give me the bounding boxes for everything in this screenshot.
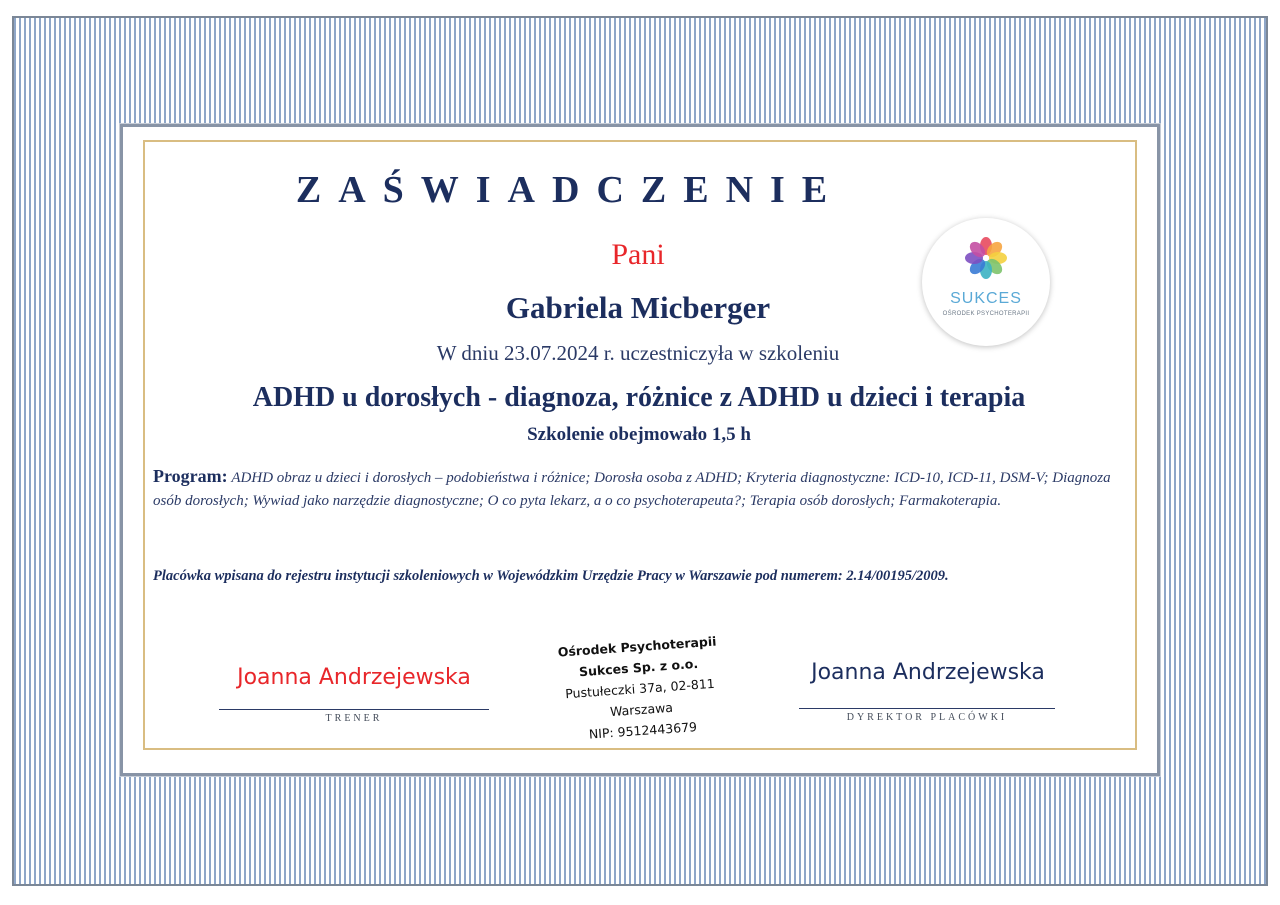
- trainer-signature-line: [219, 709, 489, 710]
- logo-subtitle: OŚRODEK PSYCHOTERAPII: [942, 311, 1030, 317]
- registry-note: Placówka wpisana do rejestru instytucji szkoleniowych w Wojewódzkim Urzędzie Pracy w Warszawie pod numerem: 2.14/00195/2009.: [153, 568, 949, 584]
- trainer-role: TRENER: [325, 713, 383, 724]
- company-stamp: [537, 629, 744, 748]
- hours-line: Szkolenie obejmowało 1,5 h: [527, 424, 751, 445]
- stamp-line-3: Pustułeczki 37a, 02-811 Warszawa: [564, 675, 716, 720]
- date-line: W dniu 23.07.2024 r. uczestniczyła w szkoleniu: [436, 341, 840, 365]
- director-signature-line: [799, 708, 1055, 709]
- logo-name: SUKCES: [950, 290, 1022, 307]
- trainer-signature-name: Joanna Andrzejewska: [237, 665, 471, 690]
- program-section: [153, 465, 1121, 513]
- program-text: ADHD obraz u dzieci i dorosłych – podobieństwa i różnice; Dorosła osoba z ADHD; Kryteria diagnostyczne: ICD-10, ICD-11, DSM-V; Diagnoza osób dorosłych; Wywiad jako narzędzie diagnostyczne; O co pyta lekarz, a o co psychoterapeuta?; Terapia osób dorosłych; Farmakoterapia.: [153, 470, 1111, 509]
- flower-logo-icon: [964, 236, 1008, 280]
- course-title: ADHD u dorosłych - diagnoza, różnice z ADHD u dzieci i terapia: [252, 382, 1026, 413]
- program-label: Program:: [153, 466, 228, 486]
- stamp-line-4: NIP: 9512443679: [588, 719, 698, 742]
- certificate-title: ZAŚWIADCZENIE: [295, 169, 845, 211]
- sukces-logo: [922, 218, 1050, 346]
- stamp-line-2: Sukces Sp. z o.o.: [578, 655, 699, 680]
- salutation: Pani: [611, 238, 665, 271]
- director-signature-name: Joanna Andrzejewska: [811, 660, 1045, 685]
- recipient-name: Gabriela Micberger: [505, 290, 771, 325]
- stamp-line-1: Ośrodek Psychoterapii: [557, 633, 717, 660]
- director-role: DYREKTOR PLACÓWKI: [846, 712, 1008, 723]
